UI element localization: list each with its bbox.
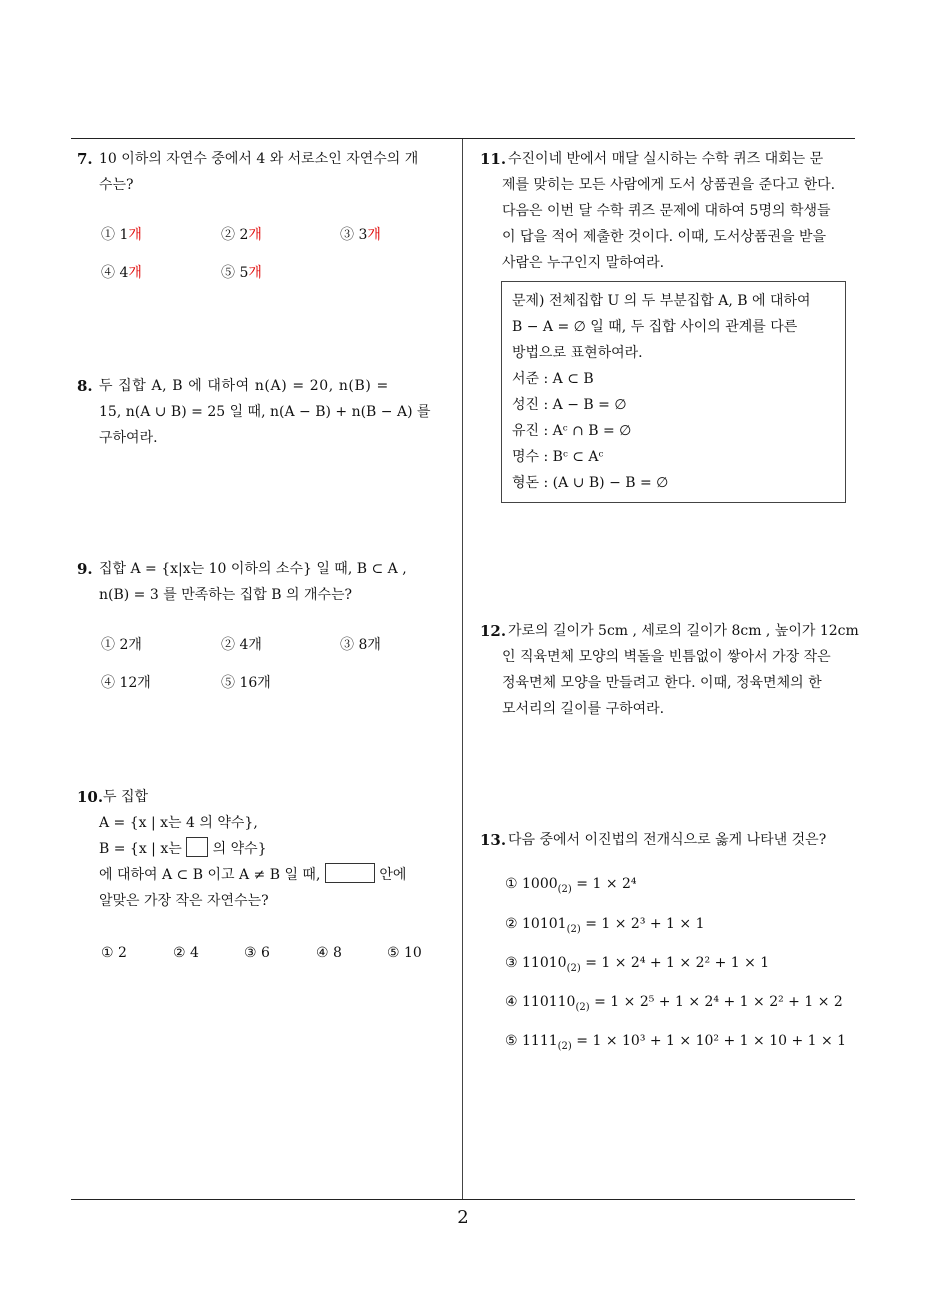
- choice-2[interactable]: ② 2개: [221, 227, 262, 243]
- student-answer: 성진 : A − B = ∅: [512, 397, 627, 413]
- question-text: 수는?: [99, 177, 134, 193]
- question-text: 두 집합: [103, 789, 149, 805]
- question-number: 9.: [77, 560, 93, 578]
- blank-box: [325, 863, 375, 883]
- set-a-definition: A = {x | x는 4 의 약수},: [99, 815, 258, 831]
- box-text: 문제) 전체집합 U 의 두 부분집합 A, B 에 대하여: [512, 293, 811, 309]
- choice-2[interactable]: ② $10101_{(2)} = 1 \times 2^3 + 1 \times 1$: [505, 916, 705, 935]
- question-text: 다음 중에서 이진법의 전개식으로 옳게 나타낸 것은?: [508, 832, 827, 848]
- question-9: [77, 556, 457, 708]
- question-11: [480, 146, 860, 276]
- quiz-problem-box: [501, 281, 846, 503]
- question-number: 11.: [480, 150, 507, 168]
- question-text: 정육면체 모양을 만들려고 한다. 이때, 정육면체의 한: [502, 675, 822, 691]
- question-text: 집합 A = {x|x는 10 이하의 소수} 일 때, B ⊂ A ,: [99, 561, 407, 577]
- question-number: 10.: [77, 788, 104, 806]
- student-answer: 유진 : Aᶜ ∩ B = ∅: [512, 423, 632, 439]
- box-text: 방법으로 표현하여라.: [512, 345, 643, 361]
- question-text: 수진이네 반에서 매달 실시하는 수학 퀴즈 대회는 문: [508, 151, 824, 167]
- question-12: [480, 618, 860, 722]
- choice-5[interactable]: ⑤ $1111_{(2)} = 1 \times 10^3 + 1 \times 10^2 + 1 \times 10 + 1 \times 1$: [505, 1033, 847, 1052]
- choice-4[interactable]: ④ 12개: [101, 675, 151, 691]
- choice-3[interactable]: ③ 6: [244, 945, 270, 961]
- student-answer: 서준 : A ⊂ B: [512, 371, 594, 387]
- page-number: 2: [457, 1207, 469, 1228]
- column-divider: [462, 139, 463, 1199]
- choice-4[interactable]: ④ 8: [316, 945, 342, 961]
- question-text: n(B) = 3 를 만족하는 집합 B 의 개수는?: [99, 587, 353, 603]
- question-number: 7.: [77, 150, 93, 168]
- blank-box: [186, 837, 208, 857]
- choice-1[interactable]: ① $1000_{(2)} = 1 \times 2^4$: [505, 876, 637, 895]
- box-text: B − A = ∅ 일 때, 두 집합 사이의 관계를 다른: [512, 319, 798, 335]
- choice-2[interactable]: ② 4: [173, 945, 199, 961]
- choice-1[interactable]: ① 2개: [101, 637, 142, 653]
- question-text: 모서리의 길이를 구하여라.: [502, 701, 665, 717]
- question-text: 10 이하의 자연수 중에서 4 와 서로소인 자연수의 개: [99, 151, 419, 167]
- question-text: 다음은 이번 달 수학 퀴즈 문제에 대하여 5명의 학생들: [502, 203, 831, 219]
- question-text: 사람은 누구인지 말하여라.: [502, 255, 665, 271]
- question-7: [77, 146, 457, 304]
- question-number: 13.: [480, 831, 507, 849]
- choice-1[interactable]: ① 2: [101, 945, 127, 961]
- question-text: 인 직육면체 모양의 벽돌을 빈틈없이 쌓아서 가장 작은: [502, 649, 831, 665]
- choice-2[interactable]: ② 4개: [221, 637, 262, 653]
- question-text: 제를 맞히는 모든 사람에게 도서 상품권을 준다고 한다.: [502, 177, 836, 193]
- question-text: 가로의 길이가 5cm , 세로의 길이가 8cm , 높이가 12cm: [508, 623, 859, 639]
- question-text: 구하여라.: [99, 430, 158, 446]
- student-answer: 형돈 : (A ∪ B) − B = ∅: [512, 475, 669, 491]
- question-8: [77, 373, 457, 451]
- question-text: 이 답을 적어 제출한 것이다. 이때, 도서상품권을 받을: [502, 229, 827, 245]
- student-answer: 명수 : Bᶜ ⊂ Aᶜ: [512, 449, 604, 465]
- set-b-definition: B = {x | x는 의 약수}: [99, 836, 457, 862]
- choice-1[interactable]: ① 1개: [101, 227, 142, 243]
- question-text: 두 집합 A, B 에 대하여 n(A) = 20, n(B) =: [99, 378, 389, 394]
- question-text: 15, n(A ∪ B) = 25 일 때, n(A − B) + n(B − A) 를: [99, 404, 431, 420]
- choice-3[interactable]: ③ 8개: [340, 637, 381, 653]
- question-number: 8.: [77, 377, 93, 395]
- choice-4[interactable]: ④ $110110_{(2)} = 1 \times 2^5 + 1 \times 2^4 + 1 \times 2^2 + 1 \times 2$: [505, 994, 843, 1013]
- question-13: [480, 827, 860, 853]
- choice-3[interactable]: ③ 3개: [340, 227, 381, 243]
- choice-5[interactable]: ⑤ 5개: [221, 265, 262, 281]
- question-10: [77, 784, 457, 966]
- question-number: 12.: [480, 622, 507, 640]
- choice-5[interactable]: ⑤ 10: [387, 945, 422, 961]
- choice-4[interactable]: ④ 4개: [101, 265, 142, 281]
- choice-3[interactable]: ③ $11010_{(2)} = 1 \times 2^4 + 1 \times 2^2 + 1 \times 1$: [505, 955, 770, 974]
- question-text: 알맞은 가장 작은 자연수는?: [99, 893, 269, 909]
- footer-rule: [71, 1199, 855, 1200]
- header-rule: [71, 138, 855, 139]
- question-text: 에 대하여 A ⊂ B 이고 A ≠ B 일 때, 안에: [99, 862, 457, 888]
- choice-5[interactable]: ⑤ 16개: [221, 675, 271, 691]
